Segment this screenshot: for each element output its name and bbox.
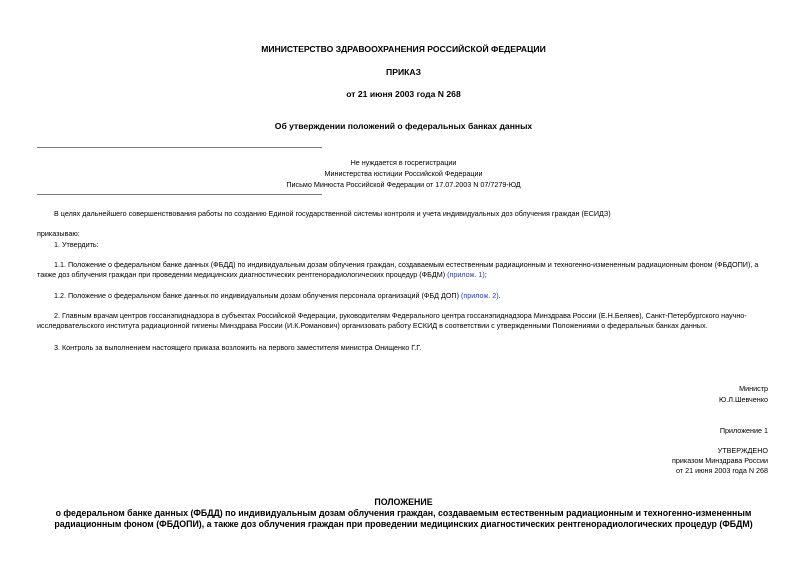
signature-position: Министр xyxy=(739,384,768,393)
document-date-number: от 21 июня 2003 года N 268 xyxy=(346,89,461,99)
item-3: 3. Контроль за выполнением настоящего приказа возложить на первого заместителя министра Онищенко Г.Г. xyxy=(54,343,422,352)
order-word: приказываю: xyxy=(37,229,80,238)
appendix-1-link[interactable]: (прилож. 1) xyxy=(447,269,485,279)
registration-note-line1: Не нуждается в госрегистрации xyxy=(350,158,457,167)
registration-note-line3: Письмо Минюста Российской Федерации от 17.07.2003 N 07/7279-ЮД xyxy=(286,180,521,189)
item-1-2 xyxy=(37,291,772,301)
top-divider xyxy=(37,147,322,148)
regulation-title: ПОЛОЖЕНИЕ xyxy=(374,497,433,507)
item-1: 1. Утвердить: xyxy=(54,240,99,249)
approved-date: от 21 июня 2003 года N 268 xyxy=(675,466,768,475)
regulation-subtitle-line1: о федеральном банке данных (ФБДД) по индивидуальным дозам облучения граждан, создаваемым естественным радиационным и техногенно-измененным xyxy=(55,508,752,518)
approved-label: УТВЕРЖДЕНО xyxy=(717,446,768,455)
registration-note-line2: Министерства юстиции Российской Федерации xyxy=(324,169,483,178)
ministry-heading: МИНИСТЕРСТВО ЗДРАВООХРАНЕНИЯ РОССИЙСКОЙ ФЕДЕРАЦИИ xyxy=(261,44,546,54)
document-type: ПРИКАЗ xyxy=(386,67,421,77)
item-1-2-text: 1.2. Положение о федеральном банке данных по индивидуальным дозам облучения персонала организаций (ФБД ДОП) xyxy=(54,291,459,300)
item-1-1 xyxy=(37,260,772,279)
appendix-label: Приложение 1 xyxy=(719,426,768,435)
item-1-1-end: ; xyxy=(484,269,487,279)
regulation-subtitle-line2: радиационным фоном (ФБДОПИ), а также доз облучения граждан при проведении медицинских диагностических рентгенорадиологических процедур (ФБДМ) xyxy=(54,519,753,529)
preamble: В целях дальнейшего совершенствования работы по созданию Единой государственной системы контроля и учета индивидуальных доз облучения граждан (ЕСИДЗ) xyxy=(54,209,611,218)
appendix-2-link[interactable]: (прилож. 2) xyxy=(460,291,499,300)
document-subject: Об утверждении положений о федеральных банках данных xyxy=(274,121,533,131)
bottom-divider xyxy=(37,194,322,195)
item-1-2-end: . xyxy=(498,291,501,300)
item-2: 2. Главным врачам центров госсанэпиднадзора в субъектах Российской Федерации, руководителям Федерального центра госсанэпиднадзора Минздрава России (Е.Н.Беляев), Санкт-Петербургского научно-исследовательского института радиационной гигиены Минздрава России (И.К.Романович) организовать работу ЕСКИД в соответствии с утвержденными Положениями о федеральных банках данных. xyxy=(37,311,747,330)
approved-by-order: приказом Минздрава России xyxy=(672,456,768,465)
signature-name: Ю.Л.Шевченко xyxy=(719,395,768,404)
item-1-1-text: 1.1. Положение о федеральном банке данных (ФБДД) по индивидуальным дозам облучения граждан, создаваемым естественным радиационным и техногенно-измененным радиационным фоном (ФБДОПИ), а также доз облучения граждан при проведении медицинских диагностических рентгенорадиологических процедур (ФБДМ) xyxy=(37,260,759,279)
